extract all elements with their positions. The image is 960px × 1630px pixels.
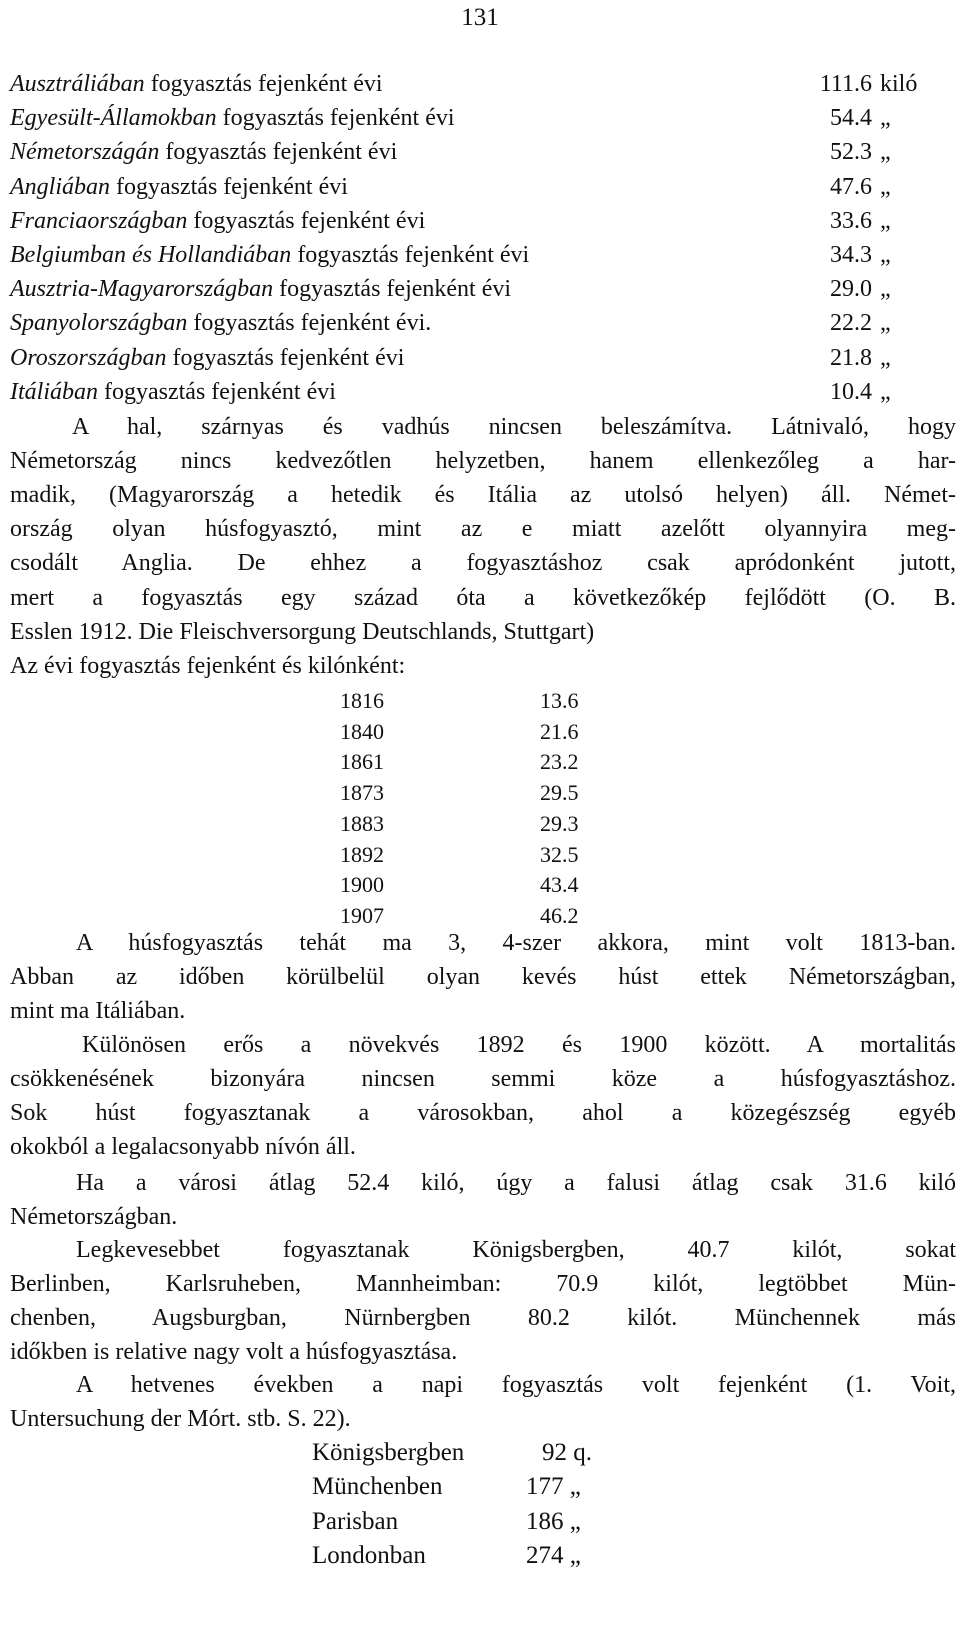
paragraph-line: Abban az időben körülbelül olyan kevés húst ettek Németországban,	[10, 964, 956, 990]
country-row	[10, 173, 348, 201]
paragraph-line: Sok húst fogyasztanak a városokban, ahol a közegészség egyéb	[10, 1100, 956, 1126]
city-value-cell: 92 q.	[542, 1439, 592, 1466]
paragraph-line: csodált Anglia. De ehhez a fogyasztáshoz csak apródonként jutott,	[10, 550, 956, 577]
country-unit: „	[880, 310, 891, 337]
paragraph-line: ország olyan húsfogyasztó, mint az e miatt azelőtt olyannyira meg-	[10, 516, 956, 543]
year-value-cell: 43.4	[540, 872, 579, 898]
country-unit: „	[880, 105, 891, 132]
country-row	[10, 309, 431, 337]
country-unit: „	[880, 344, 891, 371]
country-text: fogyasztás fejenként évi	[216, 105, 455, 132]
city-value-cell: 274 „	[526, 1542, 581, 1570]
city-name-cell: Parisban	[312, 1507, 399, 1535]
country-value: 29.0	[830, 276, 872, 303]
city-value-cell: 177 „	[526, 1473, 581, 1501]
year-value-cell: 23.2	[540, 749, 579, 775]
city-name-cell: Königsbergben	[312, 1439, 465, 1466]
city-name-cell: Londonban	[312, 1542, 426, 1570]
year-value-cell: 29.5	[540, 780, 579, 806]
year-value-cell: 13.6	[540, 688, 579, 713]
country-value: 22.2	[830, 310, 872, 337]
country-row	[10, 241, 529, 269]
country-value: 10.4	[830, 378, 872, 405]
country-name: Belgiumban és Hollandiában	[10, 242, 292, 268]
country-value: 21.8	[830, 344, 872, 371]
paragraph-line: okokból a legalacsonyabb nívón áll.	[10, 1134, 356, 1160]
paragraph-line: Az évi fogyasztás fejenként és kilónként:	[10, 652, 406, 679]
year-value-cell: 29.3	[540, 810, 579, 836]
country-row	[10, 344, 404, 372]
country-value: 34.3	[830, 242, 872, 268]
country-name: Egyesült-Államokban	[10, 105, 217, 132]
paragraph-line: Németország nincs kedvezőtlen helyzetben, hanem ellenkezőleg a har-	[10, 448, 956, 475]
year-value-cell: 21.6	[540, 718, 579, 744]
year-cell: 1907	[340, 902, 384, 928]
year-cell: 1900	[340, 872, 384, 898]
country-value: 33.6	[830, 207, 872, 234]
country-name: Ausztria-Magyarországban	[10, 276, 274, 303]
page-number: 131	[461, 4, 499, 31]
country-name: Angliában	[10, 173, 110, 200]
paragraph-line: A húsfogyasztás tehát ma 3, 4-szer akkora, mint volt 1813-ban.	[76, 930, 956, 956]
country-unit: „	[880, 139, 891, 166]
country-name: Itáliában	[10, 378, 98, 405]
country-name: Németországán	[10, 139, 160, 166]
country-value: 111.6	[819, 71, 872, 97]
paragraph-line: A hal, szárnyas és vadhús nincsen beleszámítva. Látnivaló, hogy	[72, 414, 956, 440]
country-row	[10, 138, 397, 166]
city-value-cell: 186 „	[526, 1507, 581, 1535]
country-unit: „	[880, 173, 891, 200]
country-unit: „	[880, 378, 891, 405]
paragraph-line: Németországban.	[10, 1204, 178, 1230]
country-unit: „	[880, 207, 891, 234]
country-text: fogyasztás fejenként évi	[187, 207, 426, 234]
year-cell: 1883	[340, 810, 384, 836]
country-row	[10, 104, 455, 132]
paragraph-line: időkben is relative nagy volt a húsfogyasztása.	[10, 1339, 458, 1365]
country-text: fogyasztás fejenként évi	[98, 378, 336, 405]
paragraph-line: mint ma Itáliában.	[10, 998, 186, 1024]
country-name: Oroszországban	[10, 344, 167, 371]
country-unit: „	[880, 276, 891, 303]
country-text: fogyasztás fejenként évi	[110, 173, 348, 200]
paragraph-line: A hetvenes években a napi fogyasztás volt fejenként (1. Voit,	[76, 1372, 956, 1398]
paragraph-line: mert a fogyasztás egy század óta a következőkép fejlődött (O. B.	[10, 584, 956, 611]
year-cell: 1873	[340, 780, 384, 806]
country-row	[10, 207, 425, 235]
paragraph-line: Berlinben, Karlsruheben, Mannheimban: 70.9 kilót, legtöbbet Mün-	[10, 1271, 956, 1297]
year-cell: 1816	[340, 688, 384, 713]
paragraph-line: Esslen 1912. Die Fleischversorgung Deutschlands, Stuttgart)	[10, 618, 595, 645]
country-value: 54.4	[830, 105, 872, 132]
country-name: Franciaországban	[10, 207, 188, 234]
country-unit: „	[880, 242, 891, 268]
paragraph-line: csökkenésének bizonyára nincsen semmi köze a húsfogyasztáshoz.	[10, 1066, 956, 1092]
year-cell: 1892	[340, 841, 384, 867]
year-cell: 1861	[340, 749, 384, 775]
paragraph-line: Untersuchung der Mórt. stb. S. 22).	[10, 1406, 351, 1432]
country-text: fogyasztás fejenként évi.	[187, 310, 432, 337]
paragraph-line: Ha a városi átlag 52.4 kiló, úgy a falusi átlag csak 31.6 kiló	[76, 1170, 956, 1196]
country-text: fogyasztás fejenként évi	[273, 276, 512, 303]
country-name: Spanyolországban	[10, 310, 188, 337]
paragraph-line: Legkevesebbet fogyasztanak Königsbergben, 40.7 kilót, sokat	[76, 1237, 956, 1263]
year-value-cell: 46.2	[540, 902, 579, 928]
city-name-cell: Münchenben	[312, 1473, 443, 1501]
paragraph-line: Különösen erős a növekvés 1892 és 1900 között. A mortalitás	[82, 1032, 956, 1058]
paragraph-line: chenben, Augsburgban, Nürnbergben 80.2 kilót. Münchennek más	[10, 1305, 956, 1331]
country-text: fogyasztás fejenként évi	[159, 139, 398, 166]
country-value: 52.3	[830, 139, 872, 166]
year-cell: 1840	[340, 718, 384, 744]
country-text: fogyasztás fejenként évi	[291, 242, 530, 268]
country-name: Ausztráliában	[10, 71, 145, 97]
country-text: fogyasztás fejenként évi	[166, 344, 405, 371]
country-row	[10, 70, 383, 98]
country-value: 47.6	[830, 173, 872, 200]
country-row	[10, 378, 336, 406]
year-value-cell: 32.5	[540, 841, 579, 867]
country-text: fogyasztás fejenként évi	[144, 71, 383, 97]
country-row	[10, 275, 511, 303]
paragraph-line: madik, (Magyarország a hetedik és Itália az utolsó helyen) áll. Német-	[10, 482, 956, 509]
country-unit: kiló	[880, 71, 918, 97]
